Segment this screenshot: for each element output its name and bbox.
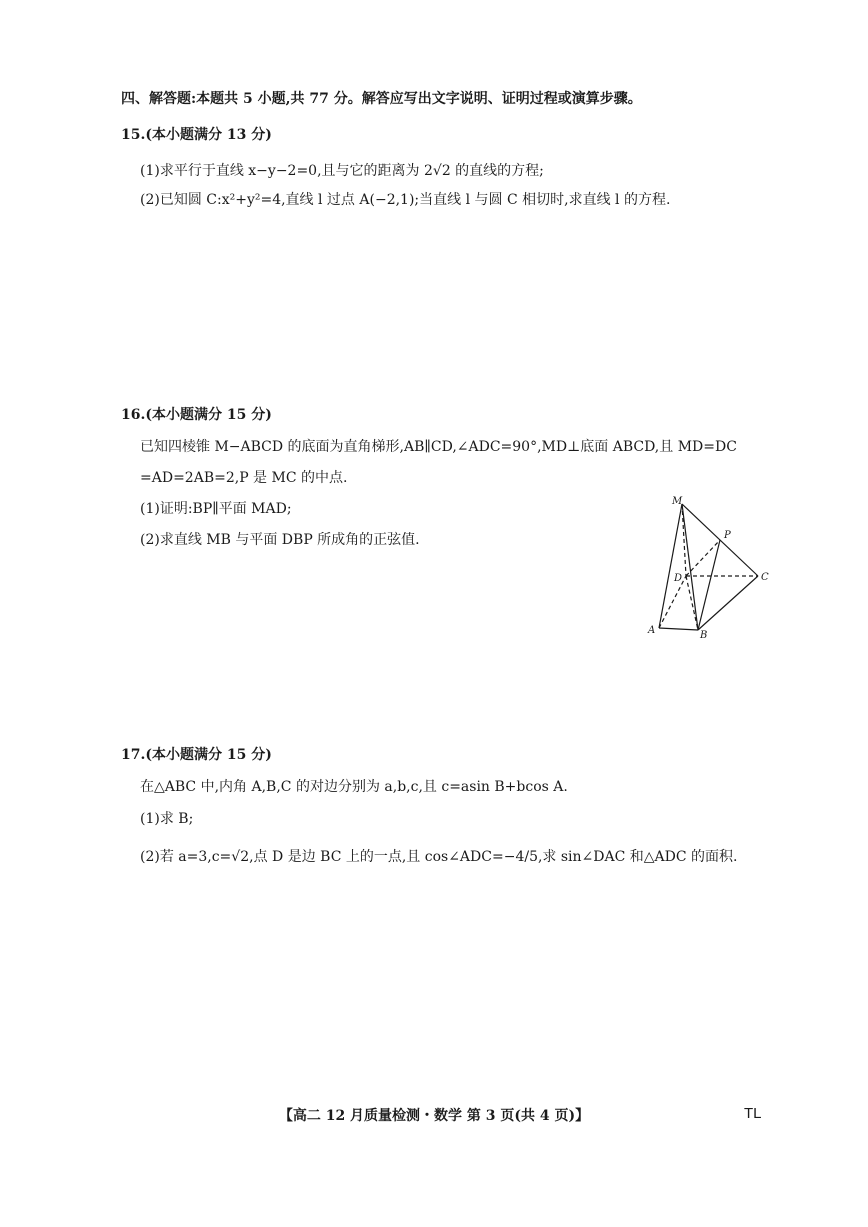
question-17-stem: 在△ABC 中,内角 A,B,C 的对边分别为 a,b,c,且 c=asin B+bcos A.	[140, 779, 568, 795]
edge-BC	[698, 576, 758, 630]
label-A: A	[648, 625, 656, 636]
edge-BP	[698, 540, 720, 630]
question-17-part-1: (1)求 B;	[140, 811, 194, 827]
question-17-part-2: (2)若 a=3,c=√2,点 D 是边 BC 上的一点,且 cos∠ADC=−4/5,求 sin∠DAC 和△ADC 的面积.	[140, 849, 738, 865]
page-footer: 【高二 12 月质量检测・数学 第 3 页(共 4 页)】	[278, 1108, 590, 1124]
section-title: 四、解答题:本题共 5 小题,共 77 分。解答应写出文字说明、证明过程或演算步骤。	[121, 91, 642, 107]
label-C: C	[761, 572, 769, 583]
pyramid-figure	[640, 492, 780, 642]
edge-AB	[659, 628, 698, 630]
edge-MA	[659, 504, 682, 628]
question-16-header: 16.(本小题满分 15 分)	[121, 407, 272, 423]
question-15-header: 15.(本小题满分 13 分)	[121, 127, 272, 143]
question-16-stem-line-1: 已知四棱锥 M−ABCD 的底面为直角梯形,AB∥CD,∠ADC=90°,MD⊥底面 ABCD,且 MD=DC	[140, 439, 737, 455]
question-15-part-2: (2)已知圆 C:x²+y²=4,直线 l 过点 A(−2,1);当直线 l 与圆 C 相切时,求直线 l 的方程.	[140, 192, 671, 208]
question-15-part-1: (1)求平行于直线 x−y−2=0,且与它的距离为 2√2 的直线的方程;	[140, 163, 544, 179]
footer-code: TL	[744, 1105, 762, 1122]
edge-MD	[682, 504, 686, 576]
label-P: P	[724, 530, 731, 541]
edge-MB	[682, 504, 698, 630]
question-16-stem-line-2: =AD=2AB=2,P 是 MC 的中点.	[140, 470, 348, 486]
edge-DP	[686, 540, 720, 576]
question-16-part-2: (2)求直线 MB 与平面 DBP 所成角的正弦值.	[140, 532, 420, 548]
label-D: D	[674, 573, 683, 584]
label-B: B	[700, 630, 708, 641]
question-17-header: 17.(本小题满分 15 分)	[121, 747, 272, 763]
question-16-part-1: (1)证明:BP∥平面 MAD;	[140, 501, 292, 517]
label-M: M	[672, 496, 683, 507]
